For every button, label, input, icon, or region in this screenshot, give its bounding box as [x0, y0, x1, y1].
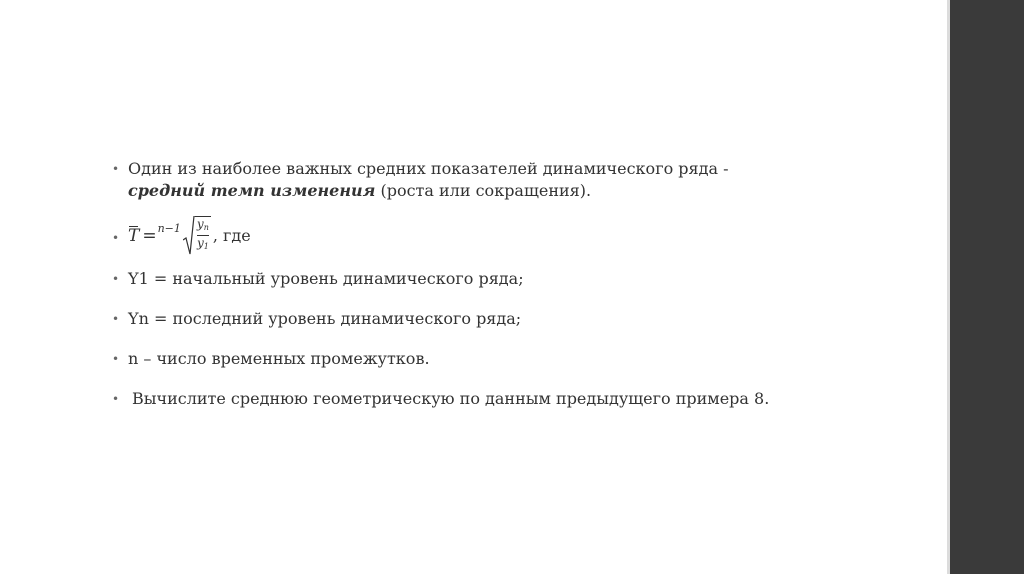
formula-equals: = [142, 226, 157, 246]
fraction-denominator: $y_1$ [196, 236, 209, 251]
bullet-marker: • [112, 231, 120, 245]
radical-sign-icon [183, 216, 195, 256]
formula-root-index: n−1 [157, 222, 181, 235]
bullet-item-n [112, 348, 812, 370]
formula-tail: , где [212, 226, 251, 245]
formula-fraction [195, 216, 211, 256]
item-text: n – число временных промежутков. [128, 349, 430, 368]
formula-lhs: T [128, 226, 140, 246]
fraction-numerator: $y_n$ [196, 217, 209, 232]
bullet-marker: • [112, 312, 120, 326]
bullet-marker: • [112, 272, 120, 286]
bullet-marker: • [112, 352, 120, 366]
slide-content [112, 158, 812, 428]
bullet-marker: • [112, 162, 120, 176]
bullet-item-formula [112, 214, 812, 258]
item-text-tail: (роста или сокращения). [375, 181, 592, 200]
bullet-item-yn [112, 308, 812, 330]
item-emphasis: средний темп изменения [128, 181, 376, 200]
bullet-item-y1 [112, 268, 812, 290]
item-text: Вычислите среднюю геометрическую по данным предыдущего примера 8. [132, 389, 770, 408]
bullet-item-mean-rate [112, 158, 812, 202]
item-text: Y1 = начальный уровень динамического ряда; [128, 269, 524, 288]
formula-radical [183, 216, 211, 256]
bullet-item-task [112, 388, 822, 410]
item-text: Один из наиболее важных средних показателей динамического ряда - [128, 159, 729, 178]
bullet-marker: • [112, 392, 120, 406]
right-sidebar [950, 0, 1024, 574]
item-text: Yn = последний уровень динамического ряда; [128, 309, 522, 328]
